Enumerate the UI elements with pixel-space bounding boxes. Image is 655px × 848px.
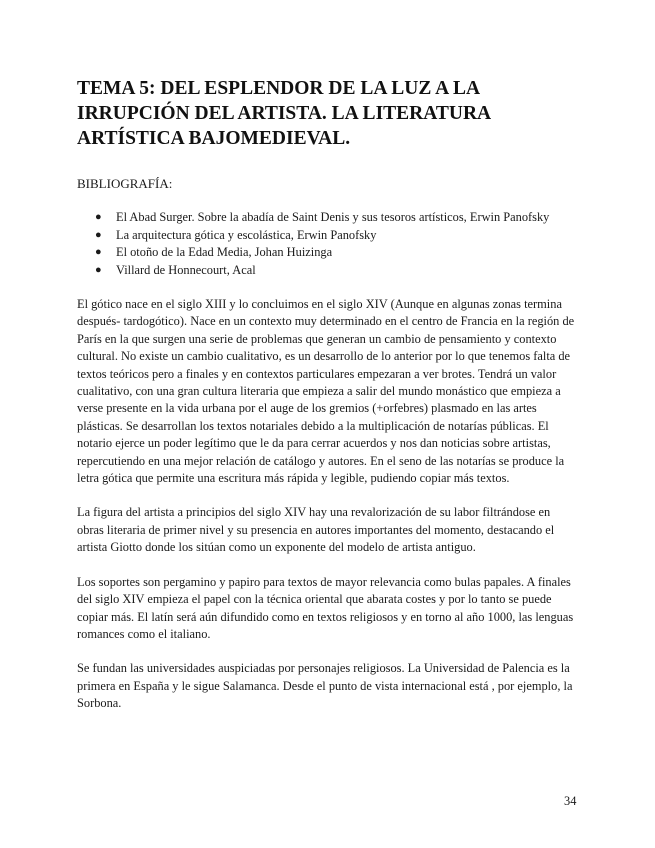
bibliography-item <box>95 244 577 262</box>
bibliography-item <box>95 262 577 280</box>
bibliography-item <box>95 209 577 227</box>
bibliography-item-text: El otoño de la Edad Media, Johan Huizinga <box>116 245 333 259</box>
bibliography-item-text: Villard de Honnecourt, Acal <box>116 262 256 277</box>
body-paragraph: La figura del artista a principios del siglo XIV hay una revalorización de su labor filtrándose en obras literaria de primer nivel y su presencia en autores importantes del momento, destacando el artista Giotto donde los sitúan como un exponente del modelo de artista antiguo. <box>77 505 555 555</box>
bibliography-item-text: El Abad Surger. Sobre la abadía de Saint Denis y sus tesoros artísticos, Erwin Panofsky <box>116 210 550 224</box>
bibliography-item-text: La arquitectura gótica y escolástica, Erwin Panofsky <box>116 227 377 242</box>
bullet-icon: ● <box>95 246 102 258</box>
body-paragraph: Los soportes son pergamino y papiro para textos de mayor relevancia como bulas papales. A finales del siglo XIV empieza el papel con la técnica oriental que abarata costes y por lo tanto se puede copiar más. El latín será aún difundido como en textos religiosos y en torno al año 1000, las lenguas romances como el italiano. <box>77 574 574 641</box>
document-title: TEMA 5: DEL ESPLENDOR DE LA LUZ A LA IRRUPCIÓN DEL ARTISTA. LA LITERATURA ARTÍSTICA BAJOMEDIEVAL. <box>77 78 491 149</box>
page-number: 34 <box>564 794 577 808</box>
bibliography-heading: BIBLIOGRAFÍA: <box>77 176 173 191</box>
body-paragraph: El gótico nace en el siglo XIII y lo concluimos en el siglo XIV (Aunque en algunas zonas termina después- tardogótico). Nace en un contexto muy determinado en el centro de Francia en la región de París en la que surgen una serie de problemas que generan un cambio de pensamiento y contexto cultural. No existe un cambio cualitativo, es un desarrollo de lo anterior por lo que tenemos falta de textos teóricos pero a finales y en contextos particulares empezaran a ver brotes. Tendrá un valor cualitativo, con una gran cultura literaria que empieza a salir del mundo monástico que empieza a verse presente en la vida urbana por el auge de los gremios (+orfebres) plasmado en las artes plásticas. Se desarrollan los textos notariales debido a la multiplicación de notarías públicas. El notario ejerce un poder legítimo que le da para cerrar acuerdos y nos dan noticias sobre artistas, repercutiendo en una mejor relación de catálogo y autores. En el seno de las notarías se produce la letra gótica que permite una escritura más rápida y legible, pudiendo copiar más textos. <box>77 297 575 486</box>
bullet-icon: ● <box>95 211 102 223</box>
bullet-icon: ● <box>95 263 102 276</box>
bibliography-item <box>95 227 577 245</box>
bibliography-list <box>77 209 577 279</box>
body-paragraph: Se fundan las universidades auspiciadas por personajes religiosos. La Universidad de Palencia es la primera en España y le sigue Salamanca. Desde el punto de vista internacional está , por ejemplo, la Sorbona. <box>77 661 573 711</box>
document-page <box>77 76 577 713</box>
bullet-icon: ● <box>95 228 102 241</box>
